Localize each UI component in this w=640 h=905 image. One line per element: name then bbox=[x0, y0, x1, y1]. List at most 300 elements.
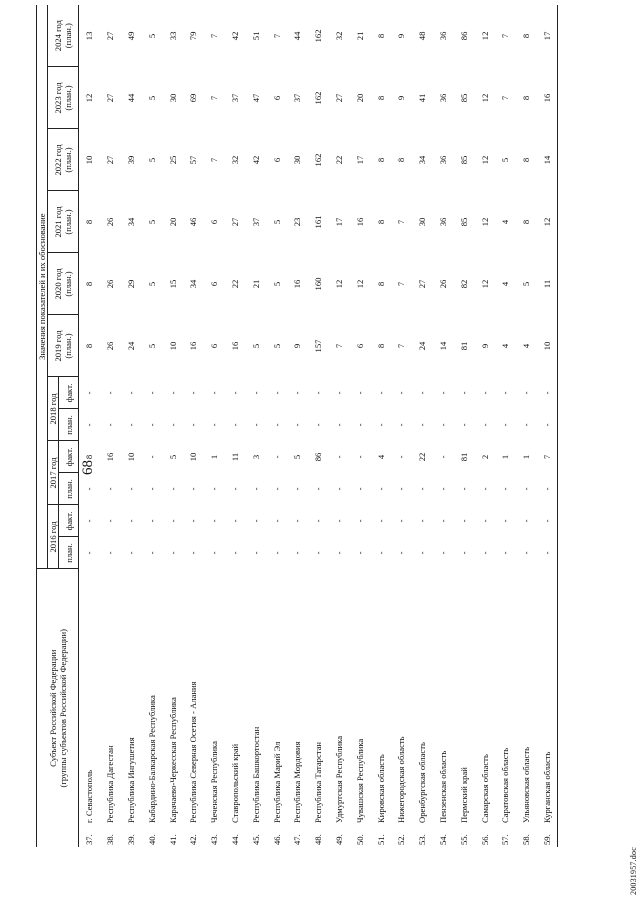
year-2021-header bbox=[48, 191, 79, 253]
region-name-cell: Самарская область bbox=[479, 754, 490, 823]
plan-2017-cell: - bbox=[458, 487, 469, 491]
fact-2018-cell: - bbox=[84, 391, 95, 395]
region-name-cell: Оренбургская область bbox=[417, 742, 428, 823]
plan-2016-cell: - bbox=[229, 551, 240, 555]
year-2021-label: 2021 год bbox=[53, 206, 63, 238]
fact-2016-cell: - bbox=[146, 519, 157, 523]
fact-2018-cell: - bbox=[229, 391, 240, 395]
value-2019-cell: 4 bbox=[500, 343, 511, 349]
plan-2017-cell: - bbox=[479, 487, 490, 491]
region-name-cell: Республика Татарстан bbox=[313, 741, 324, 823]
value-2024-cell: 49 bbox=[125, 31, 136, 41]
row-number-cell: 41. bbox=[167, 834, 178, 845]
row-number-cell: 52. bbox=[396, 834, 407, 845]
value-2024-cell: 13 bbox=[84, 31, 95, 41]
region-name-cell: г. Севастополь bbox=[84, 769, 95, 823]
fact-2017-cell: 81 bbox=[458, 452, 469, 462]
row-number-cell: 57. bbox=[500, 834, 511, 845]
plan-2016-cell: - bbox=[437, 551, 448, 555]
row-number-cell: 47. bbox=[292, 834, 303, 845]
plan-2017-cell: - bbox=[188, 487, 199, 491]
plan-2017-cell: - bbox=[354, 487, 365, 491]
value-2019-cell: 6 bbox=[354, 343, 365, 349]
fact-2017-cell: 86 bbox=[313, 452, 324, 462]
value-2023-cell: 5 bbox=[146, 95, 157, 101]
year-2024-header bbox=[48, 5, 79, 67]
table-row bbox=[308, 5, 329, 847]
table-row bbox=[204, 5, 225, 847]
year-2021-plan: (план.) bbox=[63, 209, 73, 235]
value-2019-cell: 10 bbox=[167, 341, 178, 351]
row-number-cell: 56. bbox=[479, 834, 490, 845]
plan-2018-cell: - bbox=[84, 423, 95, 427]
value-2024-cell: 27 bbox=[105, 31, 116, 41]
table-row bbox=[495, 5, 516, 847]
region-name-cell: Пермский край bbox=[458, 767, 469, 823]
row-number-cell: 40. bbox=[146, 834, 157, 845]
value-2024-cell: 7 bbox=[500, 33, 511, 39]
region-name-cell: Нижегородская область bbox=[396, 736, 407, 823]
year-2020-header bbox=[48, 253, 79, 315]
value-2021-cell: 37 bbox=[250, 217, 261, 227]
value-2020-cell: 16 bbox=[292, 279, 303, 289]
value-2022-cell: 5 bbox=[500, 157, 511, 163]
value-2024-cell: 48 bbox=[417, 31, 428, 41]
row-number-cell: 55. bbox=[458, 834, 469, 845]
plan-2016-cell: - bbox=[209, 551, 220, 555]
value-2019-cell: 16 bbox=[188, 341, 199, 351]
year-2022-plan: (план.) bbox=[63, 147, 73, 173]
plan-2018-header: план. bbox=[59, 409, 79, 441]
region-name-cell: Республика Мордовия bbox=[292, 741, 303, 823]
value-2019-cell: 9 bbox=[479, 343, 490, 349]
row-number-cell: 50. bbox=[354, 834, 365, 845]
fact-2017-cell: 8 bbox=[84, 454, 95, 460]
region-name-cell: Удмуртская Республика bbox=[333, 735, 344, 823]
fact-2017-cell: 4 bbox=[375, 454, 386, 460]
fact-2018-cell: - bbox=[479, 391, 490, 395]
plan-2016-cell: - bbox=[375, 551, 386, 555]
fact-2018-header: факт. bbox=[59, 377, 79, 409]
table-row bbox=[329, 5, 350, 847]
fact-2016-cell: - bbox=[313, 519, 324, 523]
plan-2018-cell: - bbox=[105, 423, 116, 427]
value-2020-cell: 8 bbox=[375, 281, 386, 287]
year-2019-label: 2019 год bbox=[53, 330, 63, 362]
value-2020-cell: 34 bbox=[188, 279, 199, 289]
value-2021-cell: 36 bbox=[437, 217, 448, 227]
plan-2018-cell: - bbox=[125, 423, 136, 427]
value-2023-cell: 12 bbox=[84, 93, 95, 103]
plan-2016-cell: - bbox=[167, 551, 178, 555]
value-2022-cell: 17 bbox=[354, 155, 365, 165]
value-2022-cell: 36 bbox=[437, 155, 448, 165]
plan-2017-cell: - bbox=[125, 487, 136, 491]
plan-2016-cell: - bbox=[313, 551, 324, 555]
table-row bbox=[349, 5, 370, 847]
region-name-cell: Республика Ингушетия bbox=[125, 737, 136, 823]
value-2022-cell: 39 bbox=[125, 155, 136, 165]
plan-2017-cell: - bbox=[146, 487, 157, 491]
plan-2016-cell: - bbox=[537, 537, 558, 569]
plan-2018-cell: - bbox=[188, 423, 199, 427]
fact-2016-cell: - bbox=[105, 519, 116, 523]
row-number-cell: 42. bbox=[188, 834, 199, 845]
fact-2017-cell: 1 bbox=[209, 454, 220, 460]
value-2021-cell: 26 bbox=[105, 217, 116, 227]
fact-2016-cell: - bbox=[458, 519, 469, 523]
value-2021-cell: 6 bbox=[209, 219, 220, 225]
value-2019-cell: 7 bbox=[396, 343, 407, 349]
fact-2017-cell: - bbox=[146, 455, 157, 459]
fact-2017-cell: - bbox=[271, 455, 282, 459]
value-2024-cell: 8 bbox=[375, 33, 386, 39]
fact-2017-cell: 22 bbox=[417, 452, 428, 462]
plan-2016-cell: - bbox=[354, 551, 365, 555]
plan-2018-cell: - bbox=[167, 423, 178, 427]
fact-2017-cell: - bbox=[354, 455, 365, 459]
plan-2018-cell: - bbox=[458, 423, 469, 427]
year-2022-header bbox=[48, 129, 79, 191]
plan-2017-cell: - bbox=[229, 487, 240, 491]
value-2022-cell: 6 bbox=[271, 157, 282, 163]
region-name-cell: Ульяновская область bbox=[521, 747, 532, 823]
value-2020-cell: 26 bbox=[437, 279, 448, 289]
plan-2018-cell: - bbox=[313, 423, 324, 427]
fact-2017-cell: 11 bbox=[229, 452, 240, 462]
value-2020-cell: 15 bbox=[167, 279, 178, 289]
value-2022-cell: 14 bbox=[537, 129, 558, 191]
value-2020-cell: 12 bbox=[479, 279, 490, 289]
value-2023-cell: 12 bbox=[479, 93, 490, 103]
plan-2017-header: план. bbox=[59, 473, 79, 505]
fact-2018-cell: - bbox=[500, 391, 511, 395]
value-2019-cell: 8 bbox=[84, 343, 95, 349]
plan-2016-cell: - bbox=[250, 551, 261, 555]
fact-2016-cell: - bbox=[521, 519, 532, 523]
table-row bbox=[391, 5, 412, 847]
table-row bbox=[474, 5, 495, 847]
region-name-cell: Республика Марий Эл bbox=[271, 741, 282, 823]
fact-2016-cell: - bbox=[167, 519, 178, 523]
plan-2017-cell: - bbox=[271, 487, 282, 491]
value-2019-cell: 26 bbox=[105, 341, 116, 351]
fact-2016-cell: - bbox=[292, 519, 303, 523]
value-2020-cell: 82 bbox=[458, 279, 469, 289]
plan-2016-cell: - bbox=[500, 551, 511, 555]
value-2023-cell: 9 bbox=[396, 95, 407, 101]
fact-2017-cell: - bbox=[333, 455, 344, 459]
value-2020-cell: 160 bbox=[313, 277, 324, 291]
fact-2017-cell: 5 bbox=[167, 454, 178, 460]
value-2021-cell: 30 bbox=[417, 217, 428, 227]
value-2019-cell: 7 bbox=[333, 343, 344, 349]
plan-2018-cell: - bbox=[271, 423, 282, 427]
value-2023-cell: 47 bbox=[250, 93, 261, 103]
subject-header bbox=[37, 569, 79, 847]
value-2021-cell: 5 bbox=[146, 219, 157, 225]
fact-2016-cell: - bbox=[209, 519, 220, 523]
fact-2016-cell: - bbox=[537, 505, 558, 537]
fact-2018-cell: - bbox=[105, 391, 116, 395]
plan-2016-cell: - bbox=[333, 551, 344, 555]
plan-2016-cell: - bbox=[521, 551, 532, 555]
region-name-cell: Кабардино-Балкарская Республика bbox=[146, 695, 157, 823]
plan-2018-cell: - bbox=[417, 423, 428, 427]
value-2021-cell: 85 bbox=[458, 217, 469, 227]
year-2019-plan: (план.) bbox=[63, 333, 73, 359]
plan-2016-cell: - bbox=[188, 551, 199, 555]
fact-2017-cell: 10 bbox=[188, 452, 199, 462]
value-2020-cell: 5 bbox=[521, 281, 532, 287]
value-2024-cell: 42 bbox=[229, 31, 240, 41]
fact-2016-header: факт. bbox=[59, 505, 79, 537]
plan-2018-cell: - bbox=[146, 423, 157, 427]
plan-2016-cell: - bbox=[271, 551, 282, 555]
value-2020-cell: 4 bbox=[500, 281, 511, 287]
plan-2016-cell: - bbox=[146, 551, 157, 555]
fact-2017-cell: 10 bbox=[125, 452, 136, 462]
table-row bbox=[100, 5, 121, 847]
value-2022-cell: 7 bbox=[209, 157, 220, 163]
value-2022-cell: 12 bbox=[479, 155, 490, 165]
fact-2016-cell: - bbox=[333, 519, 344, 523]
value-2024-cell: 36 bbox=[437, 31, 448, 41]
region-name-cell: Пензенская область bbox=[437, 750, 448, 823]
value-2021-cell: 23 bbox=[292, 217, 303, 227]
fact-2017-cell: 1 bbox=[500, 454, 511, 460]
fact-2016-cell: - bbox=[437, 519, 448, 523]
year-2023-plan: (план.) bbox=[63, 85, 73, 111]
value-2019-cell: 4 bbox=[521, 343, 532, 349]
fact-2017-header: факт. bbox=[59, 441, 79, 473]
table-row bbox=[245, 5, 266, 847]
value-2024-cell: 5 bbox=[146, 33, 157, 39]
plan-2017-cell: - bbox=[537, 473, 558, 505]
plan-2017-cell: - bbox=[375, 487, 386, 491]
subject-header-line1: Субъект Российской Федерации bbox=[47, 649, 58, 767]
region-name-cell: Республика Дагестан bbox=[105, 745, 116, 823]
fact-2018-cell: - bbox=[537, 377, 558, 409]
value-2023-cell: 7 bbox=[500, 95, 511, 101]
year-2024-plan: (план.) bbox=[63, 23, 73, 49]
indicators-table bbox=[36, 5, 558, 847]
value-2022-cell: 42 bbox=[250, 155, 261, 165]
plan-2018-cell: - bbox=[250, 423, 261, 427]
value-2023-cell: 41 bbox=[417, 93, 428, 103]
value-2021-cell: 12 bbox=[479, 217, 490, 227]
region-name-cell: Чеченская Республика bbox=[209, 741, 220, 823]
plan-2016-cell: - bbox=[84, 551, 95, 555]
fact-2016-cell: - bbox=[125, 519, 136, 523]
region-name-cell: Республика Северная Осетия - Алания bbox=[188, 681, 199, 823]
value-2019-cell: 24 bbox=[417, 341, 428, 351]
value-2021-cell: 34 bbox=[125, 217, 136, 227]
value-2020-cell: 11 bbox=[537, 253, 558, 315]
fact-2017-cell: - bbox=[396, 455, 407, 459]
value-2022-cell: 8 bbox=[375, 157, 386, 163]
value-2024-cell: 44 bbox=[292, 31, 303, 41]
value-2021-cell: 16 bbox=[354, 217, 365, 227]
value-2023-cell: 85 bbox=[458, 93, 469, 103]
plan-2017-cell: - bbox=[437, 487, 448, 491]
fact-2016-cell: - bbox=[354, 519, 365, 523]
value-2024-cell: 7 bbox=[271, 33, 282, 39]
value-2020-cell: 21 bbox=[250, 279, 261, 289]
fact-2016-cell: - bbox=[188, 519, 199, 523]
fact-2016-cell: - bbox=[396, 519, 407, 523]
fact-2018-cell: - bbox=[417, 391, 428, 395]
value-2022-cell: 8 bbox=[521, 157, 532, 163]
table-row bbox=[225, 5, 246, 847]
value-2020-cell: 8 bbox=[84, 281, 95, 287]
fact-2016-cell: - bbox=[250, 519, 261, 523]
fact-2018-cell: - bbox=[437, 391, 448, 395]
region-name-cell: Курганская область bbox=[537, 569, 558, 829]
value-2019-cell: 14 bbox=[437, 341, 448, 351]
plan-2016-cell: - bbox=[458, 551, 469, 555]
value-2021-cell: 4 bbox=[500, 219, 511, 225]
fact-2018-cell: - bbox=[354, 391, 365, 395]
table-row bbox=[516, 5, 537, 847]
row-number-cell: 49. bbox=[333, 834, 344, 845]
value-2022-cell: 30 bbox=[292, 155, 303, 165]
plan-2017-cell: - bbox=[417, 487, 428, 491]
value-2022-cell: 22 bbox=[333, 155, 344, 165]
table-row bbox=[370, 5, 391, 847]
region-name-cell: Ставропольский край bbox=[229, 743, 240, 823]
plan-2016-cell: - bbox=[105, 551, 116, 555]
value-2024-cell: 162 bbox=[313, 29, 324, 43]
plan-2018-cell: - bbox=[500, 423, 511, 427]
year-2020-label: 2020 год bbox=[53, 268, 63, 300]
value-2024-cell: 8 bbox=[521, 33, 532, 39]
fact-2018-cell: - bbox=[521, 391, 532, 395]
value-2022-cell: 162 bbox=[313, 153, 324, 167]
table-row bbox=[537, 5, 558, 847]
fact-2016-cell: - bbox=[375, 519, 386, 523]
plan-2016-cell: - bbox=[125, 551, 136, 555]
fact-2018-cell: - bbox=[333, 391, 344, 395]
row-number-cell: 58. bbox=[521, 834, 532, 845]
year-2019-header bbox=[48, 315, 79, 377]
value-2021-cell: 5 bbox=[271, 219, 282, 225]
document-id: 20031957.doc bbox=[629, 847, 638, 895]
plan-2016-header: план. bbox=[59, 537, 79, 569]
value-2023-cell: 37 bbox=[229, 93, 240, 103]
value-2022-cell: 25 bbox=[167, 155, 178, 165]
value-2021-cell: 8 bbox=[521, 219, 532, 225]
table-row bbox=[287, 5, 308, 847]
table-row bbox=[162, 5, 183, 847]
value-2021-cell: 20 bbox=[167, 217, 178, 227]
plan-2017-cell: - bbox=[396, 487, 407, 491]
value-2022-cell: 34 bbox=[417, 155, 428, 165]
table-body bbox=[79, 5, 558, 847]
fact-2017-cell: - bbox=[437, 455, 448, 459]
value-2023-cell: 8 bbox=[521, 95, 532, 101]
plan-2017-cell: - bbox=[292, 487, 303, 491]
value-2020-cell: 12 bbox=[333, 279, 344, 289]
value-2019-cell: 157 bbox=[313, 339, 324, 353]
fact-2018-cell: - bbox=[188, 391, 199, 395]
value-2020-cell: 5 bbox=[146, 281, 157, 287]
value-2019-cell: 24 bbox=[125, 341, 136, 351]
fact-2018-cell: - bbox=[375, 391, 386, 395]
row-number-cell: 59. bbox=[537, 829, 558, 847]
value-2020-cell: 12 bbox=[354, 279, 365, 289]
table-row bbox=[79, 5, 100, 847]
table-row bbox=[121, 5, 142, 847]
value-2019-cell: 5 bbox=[271, 343, 282, 349]
fact-2016-cell: - bbox=[417, 519, 428, 523]
value-2023-cell: 162 bbox=[313, 91, 324, 105]
fact-2017-cell: 5 bbox=[292, 454, 303, 460]
fact-2018-cell: - bbox=[146, 391, 157, 395]
value-2023-cell: 44 bbox=[125, 93, 136, 103]
value-2021-cell: 27 bbox=[229, 217, 240, 227]
value-2024-cell: 32 bbox=[333, 31, 344, 41]
value-2021-cell: 8 bbox=[375, 219, 386, 225]
year-2017-header: 2017 год bbox=[48, 441, 59, 505]
plan-2018-cell: - bbox=[209, 423, 220, 427]
plan-2017-cell: - bbox=[209, 487, 220, 491]
value-2019-cell: 81 bbox=[458, 341, 469, 351]
region-name-cell: Карачаево-Черкесская Республика bbox=[167, 697, 178, 823]
region-name-cell: Кировская область bbox=[375, 754, 386, 823]
value-2021-cell: 161 bbox=[313, 215, 324, 229]
value-2022-cell: 85 bbox=[458, 155, 469, 165]
value-2022-cell: 57 bbox=[188, 155, 199, 165]
year-2024-label: 2024 год bbox=[53, 20, 63, 52]
row-number-cell: 38. bbox=[105, 834, 116, 845]
plan-2018-cell: - bbox=[292, 423, 303, 427]
row-number-cell: 53. bbox=[417, 834, 428, 845]
value-2019-cell: 5 bbox=[250, 343, 261, 349]
plan-2017-cell: - bbox=[167, 487, 178, 491]
value-2023-cell: 8 bbox=[375, 95, 386, 101]
plan-2017-cell: - bbox=[313, 487, 324, 491]
table-row bbox=[183, 5, 204, 847]
subject-header-line2: (группы субъектов Российской Федерации) bbox=[57, 629, 68, 788]
row-number-cell: 39. bbox=[125, 834, 136, 845]
plan-2018-cell: - bbox=[375, 423, 386, 427]
value-2019-cell: 16 bbox=[229, 341, 240, 351]
fact-2017-cell: 7 bbox=[537, 441, 558, 473]
plan-2017-cell: - bbox=[521, 487, 532, 491]
value-2024-cell: 33 bbox=[167, 31, 178, 41]
plan-2018-cell: - bbox=[333, 423, 344, 427]
value-2020-cell: 6 bbox=[209, 281, 220, 287]
fact-2016-cell: - bbox=[271, 519, 282, 523]
plan-2017-cell: - bbox=[333, 487, 344, 491]
row-number-cell: 46. bbox=[271, 834, 282, 845]
year-2016-header: 2016 год bbox=[48, 505, 59, 569]
value-2020-cell: 5 bbox=[271, 281, 282, 287]
value-2024-cell: 17 bbox=[537, 5, 558, 67]
fact-2018-cell: - bbox=[458, 391, 469, 395]
value-2021-cell: 8 bbox=[84, 219, 95, 225]
fact-2018-cell: - bbox=[167, 391, 178, 395]
plan-2018-cell: - bbox=[354, 423, 365, 427]
value-2024-cell: 79 bbox=[188, 31, 199, 41]
year-2023-header bbox=[48, 67, 79, 129]
value-2019-cell: 8 bbox=[375, 343, 386, 349]
region-name-cell: Республика Башкортостан bbox=[250, 726, 261, 823]
table-row bbox=[453, 5, 474, 847]
plan-2017-cell: - bbox=[250, 487, 261, 491]
plan-2018-cell: - bbox=[537, 409, 558, 441]
